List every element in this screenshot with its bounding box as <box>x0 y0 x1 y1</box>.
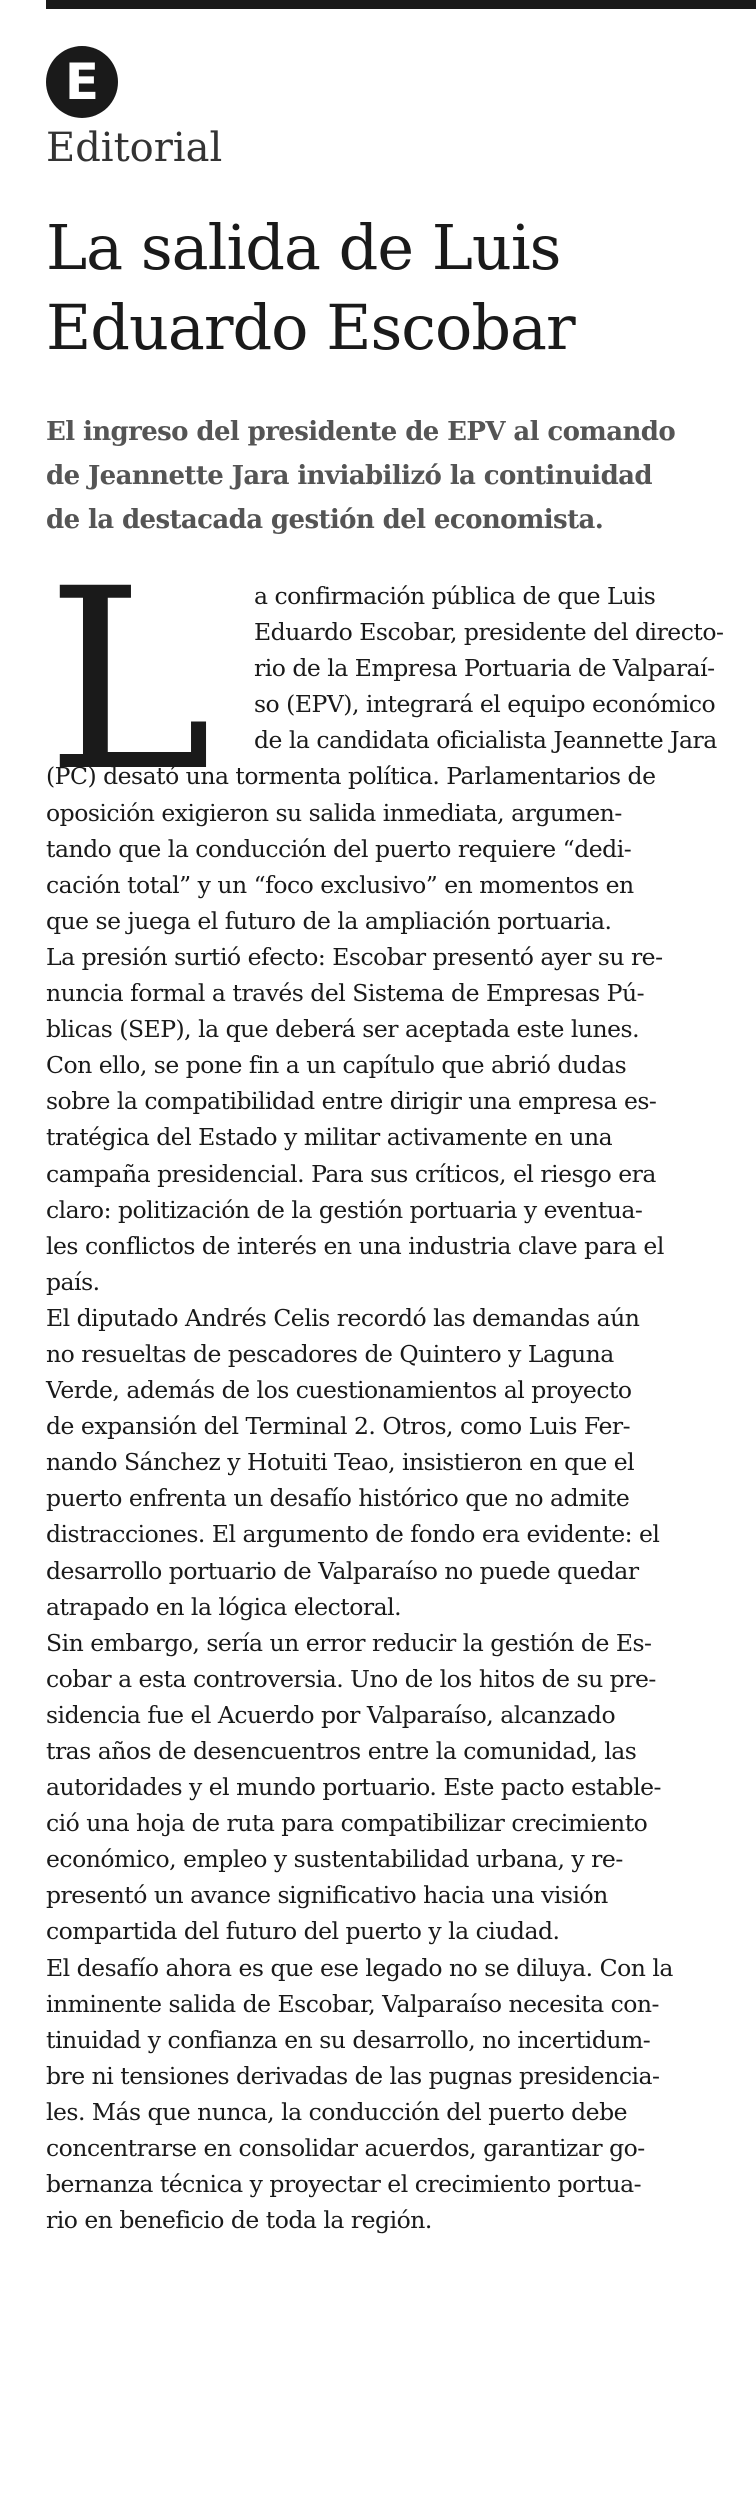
article-line: claro: politización de la gestión portuaria y eventua- <box>46 1195 643 1224</box>
article-line: económico, empleo y sustentabilidad urbana, y re- <box>46 1845 623 1874</box>
article-line: nando Sánchez y Hotuiti Teao, insistieron en que el <box>46 1448 635 1477</box>
article-line: rio en beneficio de toda la región. <box>46 2206 432 2235</box>
article-line: (PC) desató una tormenta política. Parlamentarios de <box>46 762 656 791</box>
article-line: que se juega el futuro de la ampliación portuaria. <box>46 906 612 935</box>
top-rule <box>46 0 756 9</box>
article-line: tando que la conducción del puerto requiere “dedi- <box>46 834 632 863</box>
subhead <box>46 410 746 542</box>
article-line: atrapado en la lógica electoral. <box>46 1592 402 1621</box>
article-line: blicas (SEP), la que deberá ser aceptada este lunes. <box>46 1015 640 1044</box>
article-line: oposición exigieron su salida inmediata, argumen- <box>46 798 622 827</box>
section-badge: E <box>46 46 118 118</box>
article-line: Con ello, se pone fin a un capítulo que abrió dudas <box>46 1051 627 1080</box>
article-line: les. Más que nunca, la conducción del puerto debe <box>46 2097 628 2126</box>
article-line: La presión surtió efecto: Escobar presentó ayer su re- <box>46 942 663 971</box>
article-line: puerto enfrenta un desafío histórico que no admite <box>46 1484 630 1513</box>
article-line: desarrollo portuario de Valparaíso no puede quedar <box>46 1556 639 1585</box>
article-line: campaña presidencial. Para sus críticos, el riesgo era <box>46 1159 656 1188</box>
article-line: El desafío ahora es que ese legado no se diluya. Con la <box>46 1953 673 1982</box>
article-line: tratégica del Estado y militar activamente en una <box>46 1123 613 1152</box>
article-line: Verde, además de los cuestionamientos al proyecto <box>46 1376 632 1405</box>
subhead-line: de la destacada gestión del economista. <box>46 505 604 535</box>
article-line: les conflictos de interés en una industria clave para el <box>46 1231 664 1260</box>
article-line: compartida del futuro del puerto y la ciudad. <box>46 1917 560 1946</box>
article-line: tras años de desencuentros entre la comunidad, las <box>46 1737 637 1765</box>
article-line: inminente salida de Escobar, Valparaíso necesita con- <box>46 1989 659 2018</box>
article-line: distracciones. El argumento de fondo era evidente: el <box>46 1520 660 1549</box>
headline-line: Eduardo Escobar <box>46 291 575 364</box>
article-line: El diputado Andrés Celis recordó las demandas aún <box>46 1303 640 1332</box>
headline <box>46 208 746 368</box>
article-line: cación total” y un “foco exclusivo” en momentos en <box>46 870 634 899</box>
subhead-line: El ingreso del presidente de EPV al comando <box>46 417 676 447</box>
drop-cap: L <box>46 535 213 826</box>
article-line: nuncia formal a través del Sistema de Empresas Pú- <box>46 979 645 1008</box>
article-line: ció una hoja de ruta para compatibilizar crecimiento <box>46 1809 648 1838</box>
article-line: cobar a esta controversia. Uno de los hitos de su pre- <box>46 1664 656 1693</box>
article-line: sobre la compatibilidad entre dirigir una empresa es- <box>46 1087 657 1116</box>
article-line: de la candidata oficialista Jeannette Jara <box>254 726 717 755</box>
article-line: sidencia fue el Acuerdo por Valparaíso, alcanzado <box>46 1700 616 1729</box>
article-line: país. <box>46 1267 100 1296</box>
article-body <box>46 578 746 2238</box>
article-line: autoridades y el mundo portuario. Este pacto estable- <box>46 1773 661 1802</box>
article-line: so (EPV), integrará el equipo económico <box>254 690 716 719</box>
article-line: presentó un avance significativo hacia una visión <box>46 1881 608 1910</box>
headline-line: La salida de Luis <box>46 211 561 284</box>
subhead-line: de Jeannette Jara inviabilizó la continuidad <box>46 461 652 491</box>
article-line: de expansión del Terminal 2. Otros, como Luis Fer- <box>46 1412 631 1441</box>
article-line: concentrarse en consolidar acuerdos, garantizar go- <box>46 2134 645 2163</box>
article-line: a confirmación pública de que Luis <box>254 582 656 610</box>
article-line: rio de la Empresa Portuaria de Valparaí- <box>254 654 715 683</box>
article-line: Sin embargo, sería un error reducir la gestión de Es- <box>46 1628 652 1657</box>
section-name: Editorial <box>46 125 223 171</box>
article-line: no resueltas de pescadores de Quintero y Laguna <box>46 1339 614 1368</box>
article-line: bre ni tensiones derivadas de las pugnas presidencia- <box>46 2061 660 2090</box>
article-line: bernanza técnica y proyectar el crecimiento portua- <box>46 2170 642 2199</box>
article-line: Eduardo Escobar, presidente del directo- <box>254 618 724 647</box>
article-line: tinuidad y confianza en su desarrollo, no incertidum- <box>46 2025 651 2054</box>
